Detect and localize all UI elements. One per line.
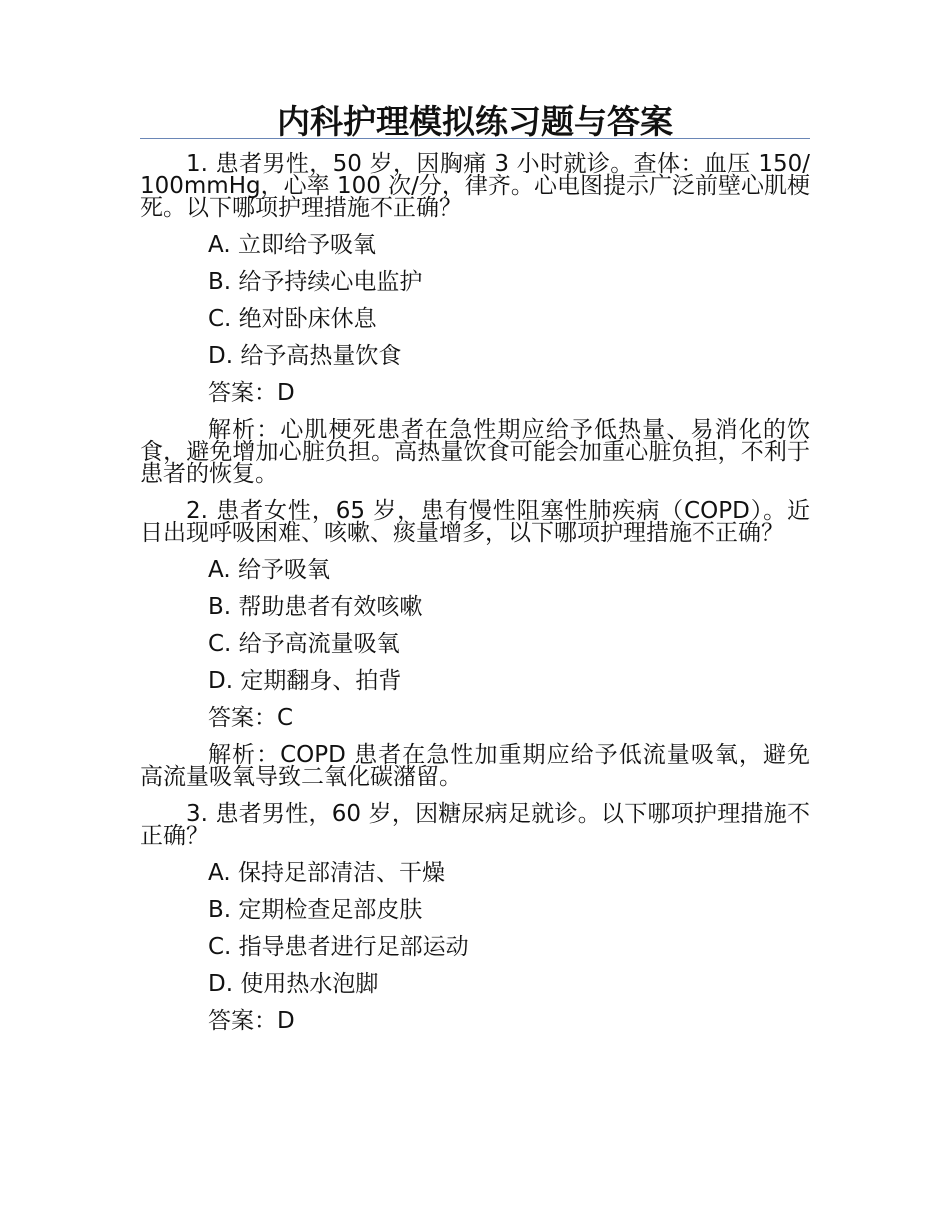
analysis: 解析：心肌梗死患者在急性期应给予低热量、易消化的饮食，避免增加心脏负担。高热量饮食可能会加重心脏负担，不利于患者的恢复。 — [140, 417, 810, 487]
option-d: D. 使用热水泡脚 — [208, 971, 379, 997]
question-3 — [140, 803, 810, 1032]
question-text: 患者女性，65 岁，患有慢性阻塞性肺疾病（COPD）。近日出现呼吸困难、咳嗽、痰量增多，以下哪项护理措施不正确？ — [140, 498, 811, 546]
option-a: A. 立即给予吸氧 — [208, 232, 376, 258]
answer: 答案：D — [208, 380, 295, 406]
question-text: 患者男性，60 岁，因糖尿病足就诊。以下哪项护理措施不正确？ — [140, 801, 811, 849]
answer: 答案：C — [208, 705, 294, 731]
option-c: C. 指导患者进行足部运动 — [208, 934, 469, 960]
question-2 — [140, 500, 810, 788]
option-c: C. 给予高流量吸氧 — [208, 631, 400, 657]
option-c: C. 绝对卧床休息 — [208, 306, 377, 332]
question-text: 患者男性，50 岁，因胸痛 3 小时就诊。查体：血压 150/100mmHg，心率 100 次/分，律齐。心电图提示广泛前壁心肌梗死。以下哪项护理措施不正确？ — [140, 151, 811, 221]
answer: 答案：D — [208, 1008, 295, 1034]
option-d: D. 定期翻身、拍背 — [208, 668, 402, 694]
document-title: 内科护理模拟练习题与答案 — [277, 102, 673, 141]
title-divider — [140, 138, 810, 139]
question-number: 3. — [186, 801, 208, 827]
option-b: B. 定期检查足部皮肤 — [208, 897, 423, 923]
question-stem — [140, 153, 810, 219]
option-a: A. 给予吸氧 — [208, 557, 330, 583]
question-1 — [140, 153, 810, 485]
question-stem — [140, 500, 810, 544]
option-a: A. 保持足部清洁、干燥 — [208, 860, 445, 886]
document-body — [140, 153, 810, 1047]
option-b: B. 给予持续心电监护 — [208, 269, 423, 295]
option-b: B. 帮助患者有效咳嗽 — [208, 594, 423, 620]
question-number: 2. — [186, 498, 208, 524]
option-d: D. 给予高热量饮食 — [208, 343, 402, 369]
analysis: 解析：COPD 患者在急性加重期应给予低流量吸氧，避免高流量吸氧导致二氧化碳潴留。 — [140, 742, 810, 790]
question-stem — [140, 803, 810, 847]
question-number: 1. — [186, 151, 208, 177]
